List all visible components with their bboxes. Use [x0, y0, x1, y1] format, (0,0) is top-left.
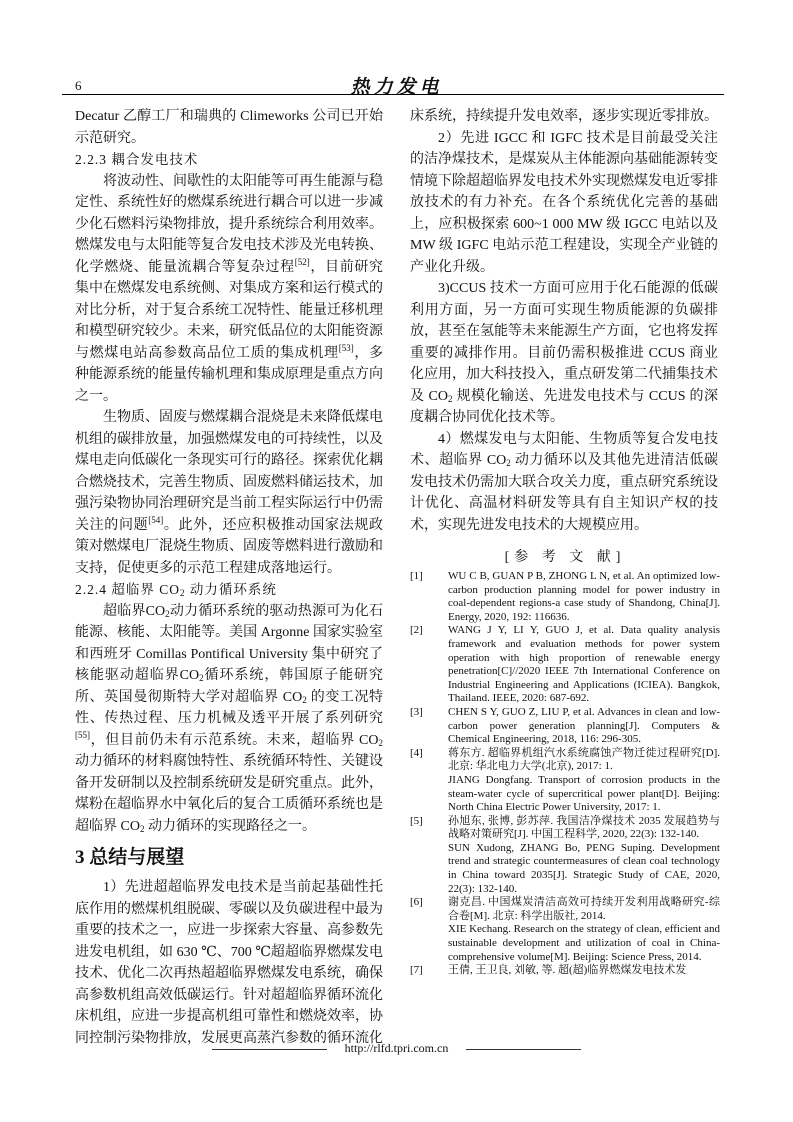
reference-body [448, 706, 720, 747]
right-column [410, 106, 718, 536]
reference-number: [6] [410, 896, 423, 909]
text-segment: 床系统，持续提升发电效率，逐步实现近零排放。 [410, 109, 718, 124]
subscript: 2 [139, 823, 145, 834]
reference-text: WU C B, GUAN P B, ZHONG L N, et al. An optimized low-carbon production planning model for power industry in coal-dependent regions-a case study of Shandong, China[J]. Energy, 2020, 192: 116636. [448, 570, 720, 623]
reference-body [448, 570, 720, 624]
paragraph [410, 128, 718, 279]
reference-text: 孙旭东, 张博, 彭苏萍. 我国洁净煤技术 2035 发展趋势与战略对策研究[J]. 中国工程科学, 2020, 22(3): 132-140. [448, 814, 720, 841]
citation-superscript: [54] [148, 514, 164, 525]
subscript: 2 [506, 458, 511, 468]
text-segment: 1）先进超超临界发电技术是当前起基础性托底作用的燃煤机组脱碳、零碳以及负碳进程中最为重要的技术之一，应进一步探索大容量、高参数先进发电机组，如 630 ℃、700 ℃超超临界燃煤发电技术、优化二次再热超超临界燃煤发电系统，确保高参数机组高效低碳运行。针对超超临界循环流化床机组，应进一步提高机组可靠性和燃烧效率，协同控制污染物排放，发展更高蒸汽参数的循环流化 [75, 880, 383, 1046]
text-segment: 动力循环的实现路径之一。 [144, 818, 316, 834]
reference-item [410, 747, 720, 815]
subsection-heading [75, 149, 383, 171]
reference-number: [3] [410, 705, 423, 718]
subscript: 2 [199, 673, 204, 683]
text-segment: 4）燃煤发电与太阳能、生物质等复合发电技术、超临界 CO [410, 431, 718, 468]
subscript: 2 [447, 393, 453, 404]
subscript: 2 [302, 694, 307, 705]
text-segment: 2.2.3 耦合发电技术 [75, 152, 199, 167]
text-segment: 2.2.4 超临界 CO [75, 582, 181, 597]
citation-superscript: [55] [75, 729, 90, 740]
section-heading [75, 843, 383, 873]
reference-text: 王倩, 王卫良, 刘敏, 等. 超(超)临界燃煤发电技术发 [448, 964, 687, 977]
paragraph [75, 601, 383, 838]
text-segment: 动力循环的材料腐蚀特性、系统循环特性、关键设备开发研制以及控制系统研发是研究重点。此外，煤粉在超临界水中氧化后的复合工质循环系统也是超临界 CO [75, 754, 383, 834]
footer-url[interactable]: http://rlfd.tpri.com.cn [344, 1041, 449, 1055]
paragraph [410, 106, 718, 128]
references-section [410, 546, 720, 978]
text-segment: 2）先进 IGCC 和 IGFC 技术是目前最受关注的洁净煤技术，是煤炭从主体能源向基础能源转变情境下除超超临界发电技术外实现燃煤发电近零排放技术的有力补充。在各个系统优化完善的基础上，应积极探索 600~1 000 MW 级 IGCC 电站以及 MW 级 IGFC 电站示范工程建设，实现全产业链的产业化升级。 [410, 130, 718, 275]
reference-text: WANG J Y, LI Y, GUO J, et al. Data quality analysis framework and evaluation methods for power system operation with high proportion of renewable energy penetration[C]//2020 IEEE 7th International Conference on Industrial Engineering and Applications (ICIEA). Bangkok, Thailand. IEEE, 2020: 687-692. [448, 624, 720, 705]
references-list [410, 570, 720, 978]
text-segment: 将波动性、间歇性的太阳能等可再生能源与稳定性、系统性好的燃煤系统进行耦合可以进一步减少化石燃料污染物排放，提升系统综合利用效率。燃煤发电与太阳能等复合发电技术涉及光电转换、化学燃烧、能量流耦合等复杂过程 [75, 173, 383, 275]
reference-item [410, 624, 720, 706]
reference-item [410, 896, 720, 964]
reference-body [448, 896, 720, 964]
left-column [75, 106, 383, 1049]
reference-number: [2] [410, 624, 423, 637]
subsection-heading [75, 579, 383, 601]
text-segment: ，多种能源系统的能量传输机理和集成原理是重点方向之一。 [75, 345, 384, 404]
reference-text: XIE Kechang. Research on the strategy of clean, efficient and sustainable development and utilization of coal in China-comprehensive volume[M]. Beijing: Science Press, 2014. [448, 923, 720, 963]
text-segment: 的变工况特性、传热过程、压力机械及透平开展了系列研究 [75, 689, 383, 726]
reference-item [410, 706, 720, 747]
reference-number: [7] [410, 964, 423, 977]
text-segment: 规模化输送、先进发电技术与 CCUS 的深度耦合协同优化技术等。 [410, 388, 718, 425]
text-segment: 动力循环系统 [185, 582, 277, 597]
footer-rule-left [212, 1049, 327, 1050]
text-segment: Decatur 乙醇工厂和瑞典的 Climeworks 公司已开始示范研究。 [75, 109, 383, 146]
footer [0, 1041, 793, 1056]
header-rule [62, 94, 724, 95]
paragraph [75, 171, 383, 408]
references-title: [参 考 文 献] [504, 550, 626, 565]
reference-body [448, 964, 720, 978]
text-segment: 循环系统，韩国原子能研究所、英国曼彻斯特大学对超临界 CO [75, 668, 384, 705]
reference-number: [4] [410, 746, 423, 759]
reference-text: 蒋东方. 超临界机组汽水系统腐蚀产物迁徙过程研究[D]. 北京: 华北电力大学(北京), 2017: 1. [448, 746, 720, 773]
text-segment: ，目前研究集中在燃煤发电系统侧、对集成方案和运行模式的对比分析，对于复合系统工况特性、能量迁移机理和模型研究较少。未来，研究低品位的太阳能资源与燃煤电站高参数高品位工质的集成机理 [75, 259, 383, 361]
page-number: 6 [75, 78, 82, 93]
citation-superscript: [52] [294, 256, 310, 267]
text-segment: 3)CCUS 技术一方面可应用于化石能源的低碳利用方面，另一方面可实现生物质能源的负碳排放，甚至在氢能等未来能源生产方面，它也将发挥重要的减排作用。目前仍需积极推进 CCUS 商业化应用，加大科技投入，重点研发第二代捕集技术及 CO [410, 281, 718, 404]
subscript: 2 [378, 737, 383, 748]
reference-number: [1] [410, 570, 423, 582]
reference-text: JIANG Dongfang. Transport of corrosion products in the steam-water cycle of supercritical power plant[D]. Beijing: North China Electric Power University, 2017: 1. [448, 773, 720, 814]
reference-text: SUN Xudong, ZHANG Bo, PENG Suping. Development trend and strategic countermeasures of clean coal technology in China toward 2035[J]. Strategic Study of CAE, 2020, 22(3): 132-140. [448, 841, 720, 895]
text-segment: ，但目前仍未有示范系统。未来，超临界 CO [90, 732, 379, 748]
text-segment: 。此外，还应积极推动国家法规政策对燃煤电厂混烧生物质、固废等燃料进行激励和支持，促使更多的示范工程建成落地运行。 [75, 517, 383, 576]
journal-title: 热力发电 [350, 77, 443, 98]
citation-superscript: [53] [338, 342, 354, 353]
footer-rule-right [466, 1049, 581, 1050]
text-segment: 动力循环系统的驱动热源可为化石能源、核能、太阳能等。美国 Argonne 国家实验室和西班牙 Comillas Pontifical University 集中研究了核能驱动超临界CO [75, 603, 383, 683]
text-segment: 超临界CO [103, 603, 166, 619]
reference-text: CHEN S Y, GUO Z, LIU P, et al. Advances in clean and low-carbon power generation planning[J]. Computers & Chemical Engineering, 2018, 116: 296-305. [448, 705, 720, 746]
reference-number: [5] [410, 814, 423, 827]
reference-body [448, 747, 720, 815]
text-segment: 3 总结与展望 [75, 847, 185, 868]
text-segment: 生物质、固废与燃煤耦合混烧是未来降低煤电机组的碳排放量，加强燃煤发电的可持续性，以及煤电走向低碳化一条现实可行的路径。探索优化耦合燃烧技术，完善生物质、固废燃料储运技术，加强污染物协同治理研究是当前工程实际运行中仍需关注的问题 [75, 410, 383, 533]
reference-item [410, 964, 720, 978]
reference-body [448, 624, 720, 706]
paragraph [410, 429, 718, 537]
paragraph [410, 278, 718, 429]
subscript: 2 [180, 588, 186, 598]
reference-item [410, 815, 720, 897]
reference-text: 谢克昌. 中国煤炭清洁高效可持续开发利用战略研究-综合卷[M]. 北京: 科学出版社, 2014. [448, 896, 720, 922]
paragraph [75, 877, 383, 1049]
reference-body [448, 815, 720, 897]
subscript: 2 [165, 608, 170, 619]
paragraph [75, 106, 383, 149]
reference-item [410, 570, 720, 624]
paragraph [75, 407, 383, 579]
text-segment: 动力循环以及其他先进清洁低碳发电技术仍需加大联合攻关力度，重点研究系统设计优化、高温材料研发等具有自主知识产权的技术，实现先进发电技术的大规模应用。 [410, 453, 718, 533]
